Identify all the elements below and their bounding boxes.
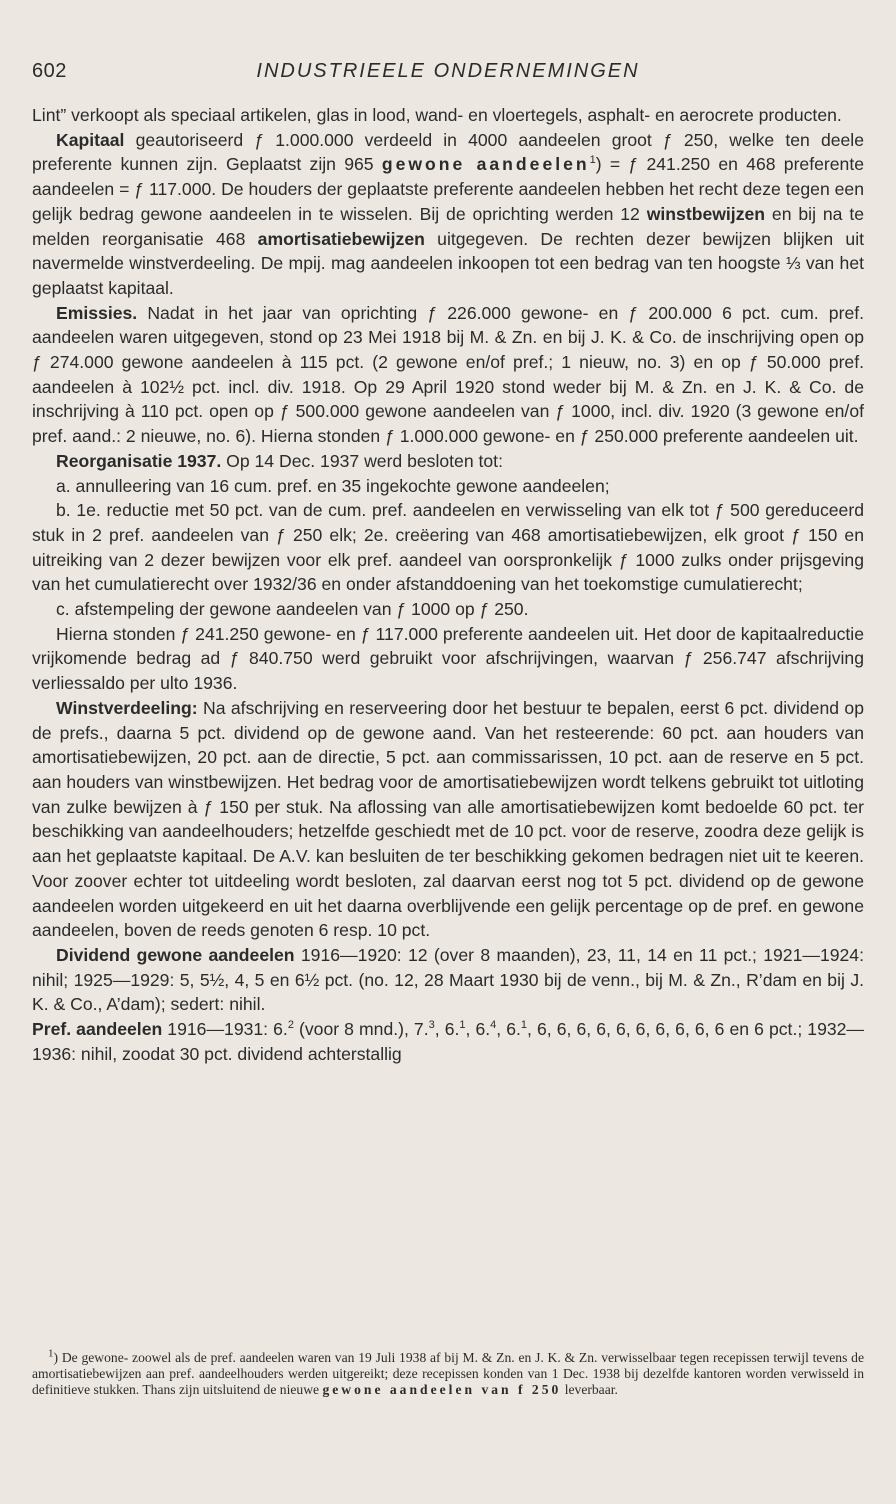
pref-text-0: 1916—1931: 6.: [162, 1019, 288, 1040]
pref-aandeelen-heading: Pref. aandeelen: [32, 1019, 163, 1040]
footnote-text-1: ) De gewone- zoowel als de pref. aandeelen waren van 19 Juli 1938 af bij M. & Zn. en J. K. & Zn. verwisselbaar tegen recepissen terwijl tevens de amortisatiebewijzen aan pref. aandeelhouders werden uitgereikt; deze recepissen konden van 1 Dec. 1938 bij dezelfde kantoren worden verwisseld in definitieve stukken. Thans zijn uitsluitend de nieuwe: [32, 1350, 864, 1398]
pref-text-3: , 6.: [465, 1019, 491, 1040]
amortisatiebewijzen-term: amortisatiebewijzen: [257, 228, 425, 249]
pref-sup-5: 1: [520, 1019, 528, 1032]
pref-sup-3: 1: [459, 1019, 466, 1032]
gewone-aandeelen-spaced: gewone aandeelen: [381, 154, 590, 175]
paragraph-winstverdeeling: [32, 696, 864, 943]
pref-text-4: , 6.: [496, 1019, 521, 1040]
reorg-item-a: a. annulleering van 16 cum. pref. en 35 ingekochte gewone aandeelen;: [56, 475, 610, 496]
running-title: INDUSTRIEELE ONDERNEMINGEN: [256, 60, 640, 82]
kapitaal-text-1: geautoriseerd ƒ 1.000.000 verdeeld in 4000 aandeelen groot ƒ 250, welke ten deele preferente kunnen zijn. Geplaatst zijn 965: [32, 129, 864, 175]
paragraph-hierna: Hierna stonden ƒ 241.250 gewone- en ƒ 117.000 preferente aandeelen uit. Het door de kapitaalreductie vrijkomende bedrag ad ƒ 840.750 werd gebruikt voor afschrijvingen, waarvan ƒ 256.747 afschrijving verliessaldo per ulto 1936.: [32, 623, 864, 694]
dividend-gewone-text: 1916—1920: 12 (over 8 maanden), 23, 11, 14 en 11 pct.; 1921—1924: nihil; 1925—1929: 5, 5½, 4, 5 en 6½ pct. (no. 12, 28 Maart 1930 bij de venn., bij M. & Zn., R’dam en bij J. K. & Co., A’dam); sedert: nihil.: [32, 944, 864, 1015]
kapitaal-text-2: ) = ƒ 241.250 en 468 preferente aandeelen = ƒ 117.000. De houders der geplaatste preferente aandeelen hebben het recht deze tegen een gelijk bedrag gewone aandeelen in te wisselen. Bij de oprichting werden 12: [32, 154, 864, 224]
footnote: [32, 1347, 864, 1399]
pref-sup-4: 4: [490, 1019, 497, 1032]
reorg-item-c: c. afstempeling der gewone aandeelen van ƒ 1000 op ƒ 250.: [56, 599, 529, 620]
paragraph-dividend-gewone: [32, 943, 864, 1017]
reorganisatie-text: Op 14 Dec. 1937 werd besloten tot:: [221, 450, 503, 471]
pref-text-2: , 6.: [434, 1019, 460, 1040]
kapitaal-text-4: uitgegeven. De rechten dezer bewijzen blijken uit navermelde winstverdeeling. De mpij. mag aandeelen inkoopen tot een bedrag van ten hoogste ⅓ van het geplaatst kapitaal.: [32, 228, 864, 298]
emissies-text: Nadat in het jaar van oprichting ƒ 226.000 gewone- en ƒ 200.000 6 pct. cum. pref. aandeelen waren uitgegeven, stond op 23 Mei 1918 bij M. & Zn. en bij J. K. & Co. de inschrijving open op ƒ 274.000 gewone aandeelen à 115 pct. (2 gewone en/of pref.; 1 nieuw, no. 3) en op ƒ 50.000 pref. aandeelen à 102½ pct. incl. div. 1918. Op 29 April 1920 stond weder bij M. & Zn. en J. K. & Co. de inschrijving à 110 pct. open op ƒ 500.000 gewone aandeelen van ƒ 1000, incl. div. 1920 (3 gewone en/of pref. aand.: 2 nieuwe, no. 6). Hierna stonden ƒ 1.000.000 gewone- en ƒ 250.000 preferente aandeelen uit.: [32, 302, 864, 447]
footnote-ref: 1: [589, 154, 596, 167]
paragraph-reorganisatie: [32, 449, 864, 474]
footnote-spaced: gewone aandeelen van f 250: [322, 1382, 562, 1398]
body-text: [32, 103, 864, 1066]
kapitaal-heading: Kapitaal: [56, 129, 125, 150]
dividend-gewone-heading: Dividend gewone aandeelen: [56, 944, 295, 965]
paragraph-emissies: [32, 301, 864, 449]
pref-sup-1: 2: [287, 1019, 294, 1032]
paragraph-kapitaal: [32, 128, 864, 301]
pref-text-1: (voor 8 mnd.), 7.: [293, 1019, 429, 1040]
emissies-heading: Emissies.: [56, 302, 138, 323]
winstverdeeling-heading: Winstverdeeling:: [56, 697, 198, 718]
reorg-item-b: b. 1e. reductie met 50 pct. van de cum. pref. aandeelen en verwisseling van elk tot ƒ 500 gereduceerd stuk in 2 pref. aandeelen van ƒ 250 elk; 2e. creëering van 468 amortisatiebewijzen, elk groot ƒ 150 en uitreiking van 2 dezer bewijzen voor elk pref. aandeel van oorspronkelijk ƒ 1000 zulks onder prijsgeving van het cumulatierecht over 1932/36 en onder afstanddoening van het toekomstige cumulatierecht;: [32, 500, 864, 595]
paragraph-intro: Lint” verkoopt als speciaal artikelen, glas in lood, wand- en vloertegels, asphalt- en aerocrete producten.: [32, 105, 842, 125]
pref-text-5: , 6, 6, 6, 6, 6, 6, 6, 6, 6, 6 en 6 pct.; 1932—1936: nihil, zoodat 30 pct. dividend achterstallig: [32, 1019, 865, 1064]
footnote-mark: 1: [48, 1347, 54, 1360]
page-header: [32, 60, 864, 90]
paragraph-pref-aandeelen: [32, 1017, 864, 1066]
footnote-text: [32, 1347, 864, 1399]
footnote-text-2: leverbaar.: [561, 1382, 618, 1398]
reorganisatie-heading: Reorganisatie 1937.: [56, 450, 222, 471]
winstverdeeling-text: Na afschrijving en reserveering door het bestuur te bepalen, eerst 6 pct. dividend op de prefs., daarna 5 pct. dividend op de gewone aand. Van het resteerende: 60 pct. aan houders van amortisatiebewijzen, 20 pct. aan de directie, 5 pct. aan commissarissen, 10 pct. aan de reserve en 5 pct. aan houders van winstbewijzen. Het bedrag voor de amortisatiebewijzen wordt telkens gebruikt tot uitloting van zulke bewijzen à ƒ 150 per stuk. Na aflossing van alle amortisatiebewijzen komt bedoelde 60 pct. ter beschikking van aandeelhouders; hetzelfde geschiedt met de 10 pct. voor de reserve, zoodra deze gelijk is aan het geplaatste kapitaal. De A.V. kan besluiten de ter beschikking gekomen bedragen niet uit te keeren. Voor zoover echter tot uitdeeling wordt besloten, zal daarvan eerst nog tot 5 pct. dividend op de gewone aandeelen worden uitgekeerd en uit het daarna overblijvende een gelijk percentage op de pref. en gewone aandeelen, boven de reeds genoten 6 resp. 10 pct.: [32, 697, 864, 941]
pref-sup-2: 3: [428, 1019, 435, 1032]
winstbewijzen-term: winstbewijzen: [646, 203, 766, 224]
kapitaal-text-3: en bij na te melden reorganisatie 468: [32, 203, 864, 249]
page-number: 602: [32, 60, 67, 82]
